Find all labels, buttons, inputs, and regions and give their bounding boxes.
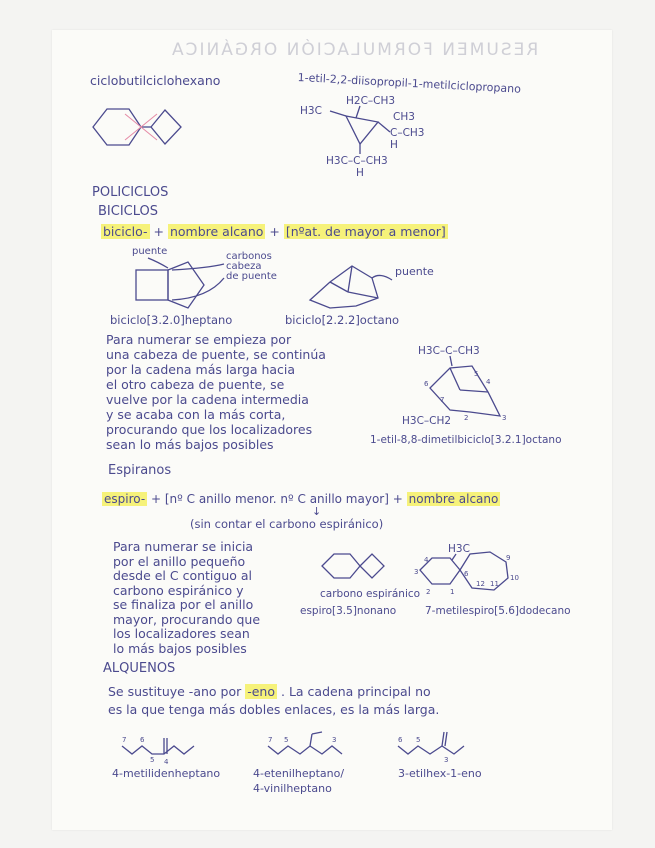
para-line: procurando que los localizadores [106, 422, 313, 437]
group-h-b: H [390, 139, 398, 151]
alquenos-line-2: es la que tenga más dobles enlaces, es la más larga. [108, 702, 440, 717]
para-line: el otro cabeza de puente, se [106, 377, 285, 392]
label-carbonos-2: cabeza [226, 261, 262, 272]
para-line: vuelve por la cadena intermedia [106, 392, 309, 407]
svg-text:3: 3 [332, 736, 337, 744]
svg-text:3: 3 [444, 756, 449, 764]
para-line: mayor, procurando que [113, 611, 261, 627]
alquenos-heading: ALQUENOS [103, 661, 176, 676]
svg-text:4: 4 [424, 556, 429, 564]
group-h3c-bottom: H3C–C–CH3 [326, 155, 388, 167]
etenilheptano-structure [266, 732, 366, 772]
svg-text:5: 5 [416, 736, 421, 744]
spirododecane-structure [410, 540, 520, 610]
svg-text:7: 7 [440, 396, 445, 404]
cyclobutylcyclohexane-structure [85, 96, 205, 176]
svg-text:3: 3 [502, 414, 507, 422]
para-line: por el anillo pequeño [113, 553, 246, 569]
svg-text:5: 5 [474, 370, 479, 378]
svg-text:7: 7 [122, 736, 127, 744]
alquenos-eno: -eno [247, 684, 276, 699]
label-puente-right: puente [395, 265, 434, 278]
example-group-bottom: H3C–CH2 [402, 415, 452, 427]
para-line: y se acaba con la más corta, [106, 407, 286, 422]
espiro-plus-2: + [392, 492, 403, 506]
bicyclooctane-example-name: 1-etil-8,8-dimetilbiciclo[3.2.1]octano [370, 434, 562, 446]
bicycloheptane-structure [128, 258, 248, 318]
alqueno-name-2: 4-etenilheptano/ [253, 767, 345, 780]
svg-text:9: 9 [506, 554, 511, 562]
alquenos-line-1 [108, 685, 431, 699]
espiro-alcano: nombre alcano [408, 492, 499, 506]
svg-text:5: 5 [284, 736, 289, 744]
espiro-arrow: ↓ [312, 505, 322, 518]
svg-text:1: 1 [450, 588, 455, 596]
svg-text:6: 6 [424, 380, 429, 388]
rule-alcano: nombre alcano [169, 224, 264, 239]
svg-text:7: 7 [268, 736, 273, 744]
example-group-top: H3C–C–CH3 [418, 345, 480, 357]
para-line: se finaliza por el anillo [113, 597, 254, 612]
bicyclooctane-structure [300, 252, 400, 322]
group-h3c-left: H3C [300, 105, 322, 117]
espiro-prefix: espiro- [104, 492, 146, 506]
alqueno-name-3: 3-etilhex-1-eno [398, 767, 482, 780]
group-h-bottom: H [356, 167, 364, 179]
etilhexeno-structure [396, 732, 496, 772]
rule-plus-1: + [153, 224, 164, 239]
bicyclo-numbering-paragraph [106, 332, 326, 452]
metilidenheptano-structure [120, 732, 220, 772]
svg-text:11: 11 [490, 580, 499, 588]
carbono-label: carbono espiránico [320, 588, 421, 600]
biciclos-rule [101, 225, 448, 239]
bicycloheptane-name: biciclo[3.2.0]heptano [110, 313, 233, 327]
svg-text:3: 3 [414, 568, 419, 576]
group-c-ch3-b: C–CH3 [390, 127, 425, 139]
label-puente-left: puente [132, 246, 168, 257]
alquenos-line-1-a: Se sustituye -ano por [108, 684, 242, 699]
cyclobutylcyclohexane-name: ciclobutilciclohexano [90, 73, 221, 88]
para-line: los localizadores sean [113, 626, 250, 641]
espiranos-heading: Espiranos [108, 463, 172, 478]
ghost-title: RESUMEN FORMULACIÓN ORGÁNICA [170, 40, 539, 60]
biciclos-heading: BICICLOS [98, 204, 159, 219]
rule-prefix: biciclo- [103, 224, 148, 239]
para-line: sean lo más bajos posibles [106, 437, 274, 452]
espiro-bracket: [nº C anillo menor. nº C anillo mayor] [164, 492, 389, 506]
espiro-plus-1: + [150, 492, 162, 506]
svg-text:2: 2 [426, 588, 431, 596]
svg-text:5: 5 [150, 756, 155, 764]
svg-text:4: 4 [164, 758, 169, 766]
para-line: por la cadena más larga hacia [106, 362, 296, 377]
group-ch3-a: CH3 [393, 111, 415, 123]
alqueno-name-1: 4-metilidenheptano [112, 767, 221, 780]
svg-text:6: 6 [140, 736, 145, 744]
svg-text:4: 4 [486, 378, 491, 386]
para-line: carbono espiránico y [113, 582, 244, 598]
svg-text:6: 6 [398, 736, 403, 744]
svg-text:6: 6 [464, 570, 469, 578]
para-line: Para numerar se empieza por [106, 332, 292, 347]
para-line: una cabeza de puente, se continúa [106, 347, 326, 362]
svg-text:10: 10 [510, 574, 519, 582]
policiclos-heading: POLICICLOS [92, 185, 169, 200]
espiro-note: (sin contar el carbono espiránico) [190, 517, 384, 531]
rule-plus-2: + [269, 224, 280, 239]
para-line: lo más bajos posibles [113, 640, 247, 656]
espiro-numbering-paragraph [113, 540, 260, 656]
alquenos-line-1-b: . La cadena principal no [281, 684, 431, 699]
label-carbonos-3: de puente [226, 271, 277, 282]
svg-text:2: 2 [464, 414, 469, 422]
espiranos-rule [102, 493, 500, 507]
rule-bracket: [nºat. de mayor a menor] [285, 224, 446, 239]
spiro-h3c: H3C [448, 543, 470, 555]
spirododecane-name: 7-metilespiro[5.6]dodecano [425, 605, 571, 617]
alqueno-name-2b: 4-vinilheptano [253, 782, 332, 795]
spirononane-name: espiro[3.5]nonano [300, 605, 397, 617]
cyclopropane-name: 1-etil-2,2-diisopropil-1-metilciclopropano [297, 71, 522, 96]
cyclopropane-structure [298, 92, 438, 182]
bicyclooctane-example-structure [400, 340, 530, 430]
bicyclooctane-name: biciclo[2.2.2]octano [285, 313, 400, 327]
para-line: desde el C contiguo al [113, 568, 253, 583]
para-line: Para numerar se inicia [113, 539, 254, 554]
label-carbonos-1: carbonos [226, 251, 272, 262]
svg-text:12: 12 [476, 580, 485, 588]
group-h2c-ch3: H2C–CH3 [346, 95, 396, 107]
